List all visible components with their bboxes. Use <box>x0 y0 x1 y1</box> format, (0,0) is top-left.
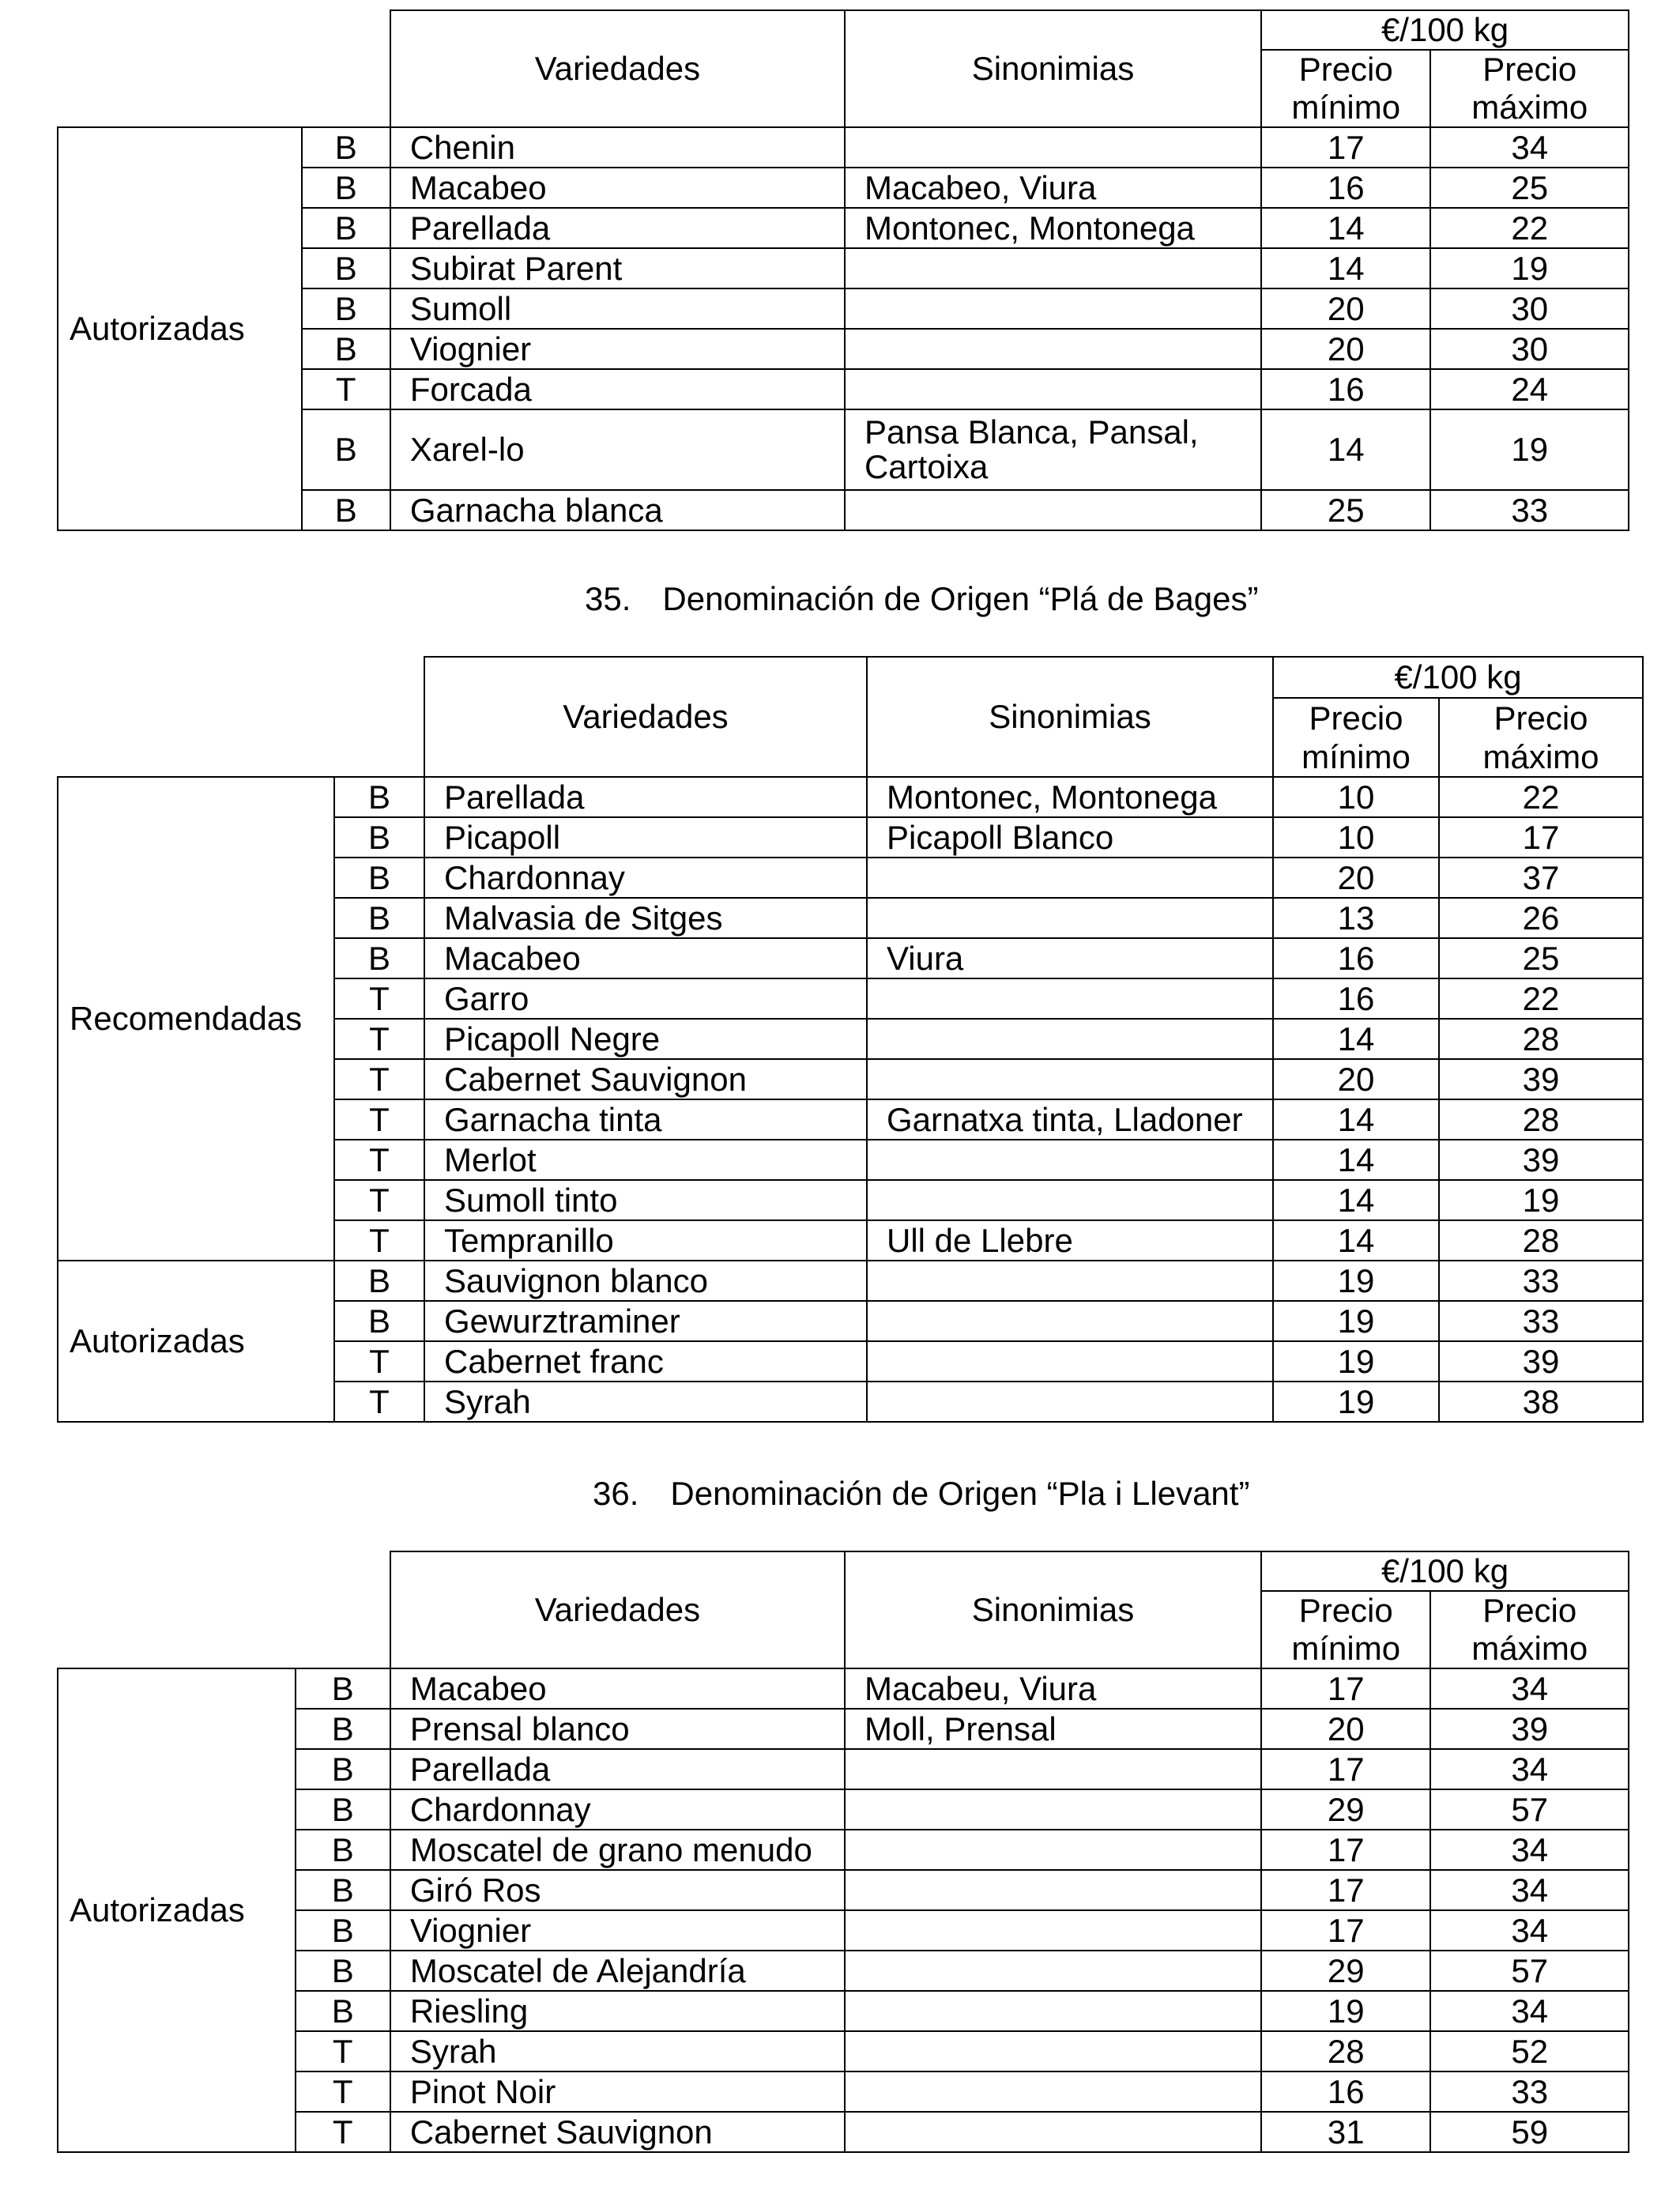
max-price-cell: 38 <box>1439 1382 1643 1422</box>
variety-cell: Picapoll <box>424 817 867 858</box>
min-price-cell: 20 <box>1261 288 1430 329</box>
color-cell: B <box>334 858 424 898</box>
synonyms-line: Moll, Prensal <box>864 1710 1057 1747</box>
color-cell: B <box>334 1261 424 1301</box>
header-blank <box>58 657 424 777</box>
header-max-price: Precio <box>1430 1591 1629 1630</box>
synonyms-line: Ull de Llebre <box>887 1221 1073 1259</box>
min-price-cell: 16 <box>1273 938 1439 978</box>
synonyms-cell <box>845 490 1261 530</box>
synonyms-line: Viura <box>887 939 964 977</box>
synonyms-cell <box>867 817 1273 858</box>
min-price-cell: 25 <box>1261 490 1430 530</box>
section-heading: Denominación de Origen “Pla i Llevant” <box>670 1475 1250 1512</box>
min-price-cell: 10 <box>1273 777 1439 817</box>
variety-cell: Chenin <box>390 127 845 168</box>
variety-cell: Parellada <box>424 777 867 817</box>
color-cell: T <box>334 1341 424 1382</box>
color-cell: B <box>296 1870 390 1910</box>
min-price-cell: 19 <box>1261 1991 1430 2031</box>
synonyms-cell <box>867 898 1273 938</box>
variety-cell: Moscatel de Alejandría <box>390 1951 845 1991</box>
synonyms-line: Macabeu, Viura <box>864 1669 1097 1707</box>
min-price-cell: 20 <box>1273 1059 1439 1099</box>
variety-cell: Parellada <box>390 1749 845 1789</box>
max-price-cell: 28 <box>1439 1099 1643 1140</box>
min-price-cell: 14 <box>1273 1180 1439 1220</box>
category-cell: Autorizadas <box>58 1261 334 1422</box>
synonyms-cell <box>845 2112 1261 2152</box>
color-cell: T <box>302 369 390 409</box>
table-body <box>58 127 1629 530</box>
color-cell: B <box>296 1749 390 1789</box>
max-price-cell: 33 <box>1439 1261 1643 1301</box>
color-cell: B <box>296 1668 390 1709</box>
min-price-cell: 20 <box>1273 858 1439 898</box>
max-price-cell: 34 <box>1430 1870 1629 1910</box>
color-cell: B <box>302 168 390 208</box>
synonyms-cell <box>845 208 1261 248</box>
synonyms-line: Cartoixa <box>864 448 989 485</box>
variety-cell: Picapoll Negre <box>424 1019 867 1059</box>
max-price-cell: 39 <box>1439 1341 1643 1382</box>
synonyms-cell <box>845 1910 1261 1951</box>
variety-cell: Moscatel de grano menudo <box>390 1830 845 1870</box>
synonyms-cell <box>845 127 1261 168</box>
color-cell: T <box>334 1180 424 1220</box>
variety-cell: Pinot Noir <box>390 2071 845 2112</box>
max-price-cell: 33 <box>1430 490 1629 530</box>
variety-cell: Viognier <box>390 1910 845 1951</box>
header-unit: €/100 kg <box>1261 1551 1629 1591</box>
variety-cell: Parellada <box>390 208 845 248</box>
color-cell: B <box>296 1709 390 1749</box>
max-price-cell: 33 <box>1430 2071 1629 2112</box>
max-price-cell: 37 <box>1439 858 1643 898</box>
variety-cell: Syrah <box>424 1382 867 1422</box>
color-cell: T <box>334 1382 424 1422</box>
min-price-cell: 19 <box>1273 1261 1439 1301</box>
variety-cell: Prensal blanco <box>390 1709 845 1749</box>
table-varieties-3 <box>57 1551 1629 2153</box>
synonyms-cell <box>867 1220 1273 1261</box>
header-varieties: Variedades <box>424 657 867 777</box>
header-min-price: Precio <box>1273 698 1439 737</box>
color-cell: B <box>302 490 390 530</box>
min-price-cell: 17 <box>1261 1910 1430 1951</box>
min-price-cell: 17 <box>1261 1870 1430 1910</box>
synonyms-cell <box>845 1749 1261 1789</box>
color-cell: B <box>296 1951 390 1991</box>
header-max-price: Precio <box>1430 50 1629 89</box>
synonyms-cell <box>845 1870 1261 1910</box>
synonyms-line: Montonec, Montonega <box>887 778 1217 816</box>
variety-cell: Chardonnay <box>424 858 867 898</box>
variety-cell: Merlot <box>424 1140 867 1180</box>
header-varieties: Variedades <box>390 10 845 127</box>
section-title-35 <box>585 579 1258 619</box>
variety-cell: Cabernet Sauvignon <box>424 1059 867 1099</box>
category-cell: Recomendadas <box>58 777 334 1261</box>
min-price-cell: 14 <box>1261 208 1430 248</box>
synonyms-line: Garnatxa tinta, Lladoner <box>887 1100 1243 1138</box>
color-cell: B <box>296 1991 390 2031</box>
synonyms-cell <box>867 1140 1273 1180</box>
synonyms-cell <box>867 938 1273 978</box>
header-synonyms: Sinonimias <box>845 1551 1261 1668</box>
header-max-price-sub: máximo <box>1439 737 1643 777</box>
header-blank <box>58 10 390 127</box>
synonyms-cell <box>845 2031 1261 2071</box>
variety-cell: Macabeo <box>424 938 867 978</box>
max-price-cell: 30 <box>1430 288 1629 329</box>
synonyms-cell <box>845 1789 1261 1830</box>
synonyms-cell <box>867 777 1273 817</box>
synonyms-cell <box>845 1951 1261 1991</box>
synonyms-line: Picapoll Blanco <box>887 818 1114 856</box>
variety-cell: Sauvignon blanco <box>424 1261 867 1301</box>
synonyms-cell <box>867 1099 1273 1140</box>
color-cell: B <box>334 898 424 938</box>
max-price-cell: 17 <box>1439 817 1643 858</box>
header-synonyms: Sinonimias <box>845 10 1261 127</box>
max-price-cell: 30 <box>1430 329 1629 369</box>
header-min-price: Precio <box>1261 1591 1430 1630</box>
variety-cell: Garro <box>424 978 867 1019</box>
synonyms-cell <box>845 248 1261 288</box>
variety-cell: Macabeo <box>390 1668 845 1709</box>
variety-cell: Forcada <box>390 369 845 409</box>
synonyms-line: Pansa Blanca, Pansal, <box>864 413 1199 450</box>
header-synonyms: Sinonimias <box>867 657 1273 777</box>
max-price-cell: 22 <box>1439 978 1643 1019</box>
synonyms-cell <box>845 1830 1261 1870</box>
color-cell: T <box>334 1059 424 1099</box>
header-blank <box>58 1551 390 1668</box>
min-price-cell: 14 <box>1273 1220 1439 1261</box>
max-price-cell: 52 <box>1430 2031 1629 2071</box>
min-price-cell: 28 <box>1261 2031 1430 2071</box>
color-cell: T <box>334 1140 424 1180</box>
min-price-cell: 16 <box>1261 2071 1430 2112</box>
max-price-cell: 34 <box>1430 1830 1629 1870</box>
synonyms-cell <box>845 288 1261 329</box>
header-max-price-sub: máximo <box>1430 1630 1629 1668</box>
color-cell: T <box>334 978 424 1019</box>
category-cell: Autorizadas <box>58 127 302 530</box>
variety-cell: Macabeo <box>390 168 845 208</box>
category-cell: Autorizadas <box>58 1668 296 2152</box>
synonyms-cell <box>845 168 1261 208</box>
min-price-cell: 20 <box>1261 329 1430 369</box>
color-cell: B <box>334 777 424 817</box>
max-price-cell: 19 <box>1439 1180 1643 1220</box>
header-min-price-sub: mínimo <box>1273 737 1439 777</box>
header-min-price-sub: mínimo <box>1261 89 1430 127</box>
max-price-cell: 34 <box>1430 1749 1629 1789</box>
color-cell: B <box>334 1301 424 1341</box>
min-price-cell: 10 <box>1273 817 1439 858</box>
max-price-cell: 22 <box>1430 208 1629 248</box>
color-cell: T <box>334 1220 424 1261</box>
max-price-cell: 39 <box>1439 1059 1643 1099</box>
header-min-price: Precio <box>1261 50 1430 89</box>
synonyms-cell <box>867 1261 1273 1301</box>
header-max-price: Precio <box>1439 698 1643 737</box>
header-varieties: Variedades <box>390 1551 845 1668</box>
variety-cell: Giró Ros <box>390 1870 845 1910</box>
variety-cell: Sumoll tinto <box>424 1180 867 1220</box>
variety-cell: Syrah <box>390 2031 845 2071</box>
variety-cell: Chardonnay <box>390 1789 845 1830</box>
color-cell: B <box>334 938 424 978</box>
variety-cell: Xarel-lo <box>390 409 845 490</box>
min-price-cell: 17 <box>1261 127 1430 168</box>
max-price-cell: 25 <box>1430 168 1629 208</box>
max-price-cell: 19 <box>1430 248 1629 288</box>
max-price-cell: 26 <box>1439 898 1643 938</box>
min-price-cell: 19 <box>1273 1382 1439 1422</box>
max-price-cell: 34 <box>1430 127 1629 168</box>
synonyms-cell <box>845 1991 1261 2031</box>
min-price-cell: 16 <box>1261 369 1430 409</box>
color-cell: B <box>296 1830 390 1870</box>
synonyms-cell <box>867 1301 1273 1341</box>
table-row <box>58 1668 1629 1709</box>
color-cell: T <box>334 1099 424 1140</box>
section-number: 36. <box>593 1475 639 1512</box>
max-price-cell: 34 <box>1430 1910 1629 1951</box>
variety-cell: Malvasia de Sitges <box>424 898 867 938</box>
max-price-cell: 39 <box>1439 1140 1643 1180</box>
variety-cell: Garnacha blanca <box>390 490 845 530</box>
synonyms-cell <box>867 858 1273 898</box>
max-price-cell: 34 <box>1430 1991 1629 2031</box>
color-cell: B <box>302 127 390 168</box>
max-price-cell: 25 <box>1439 938 1643 978</box>
min-price-cell: 29 <box>1261 1789 1430 1830</box>
max-price-cell: 59 <box>1430 2112 1629 2152</box>
synonyms-cell <box>845 1668 1261 1709</box>
color-cell: B <box>334 817 424 858</box>
synonyms-cell <box>867 1059 1273 1099</box>
max-price-cell: 57 <box>1430 1951 1629 1991</box>
synonyms-line: Montonec, Montonega <box>864 209 1195 247</box>
header-unit: €/100 kg <box>1273 657 1643 698</box>
min-price-cell: 14 <box>1261 409 1430 490</box>
color-cell: B <box>302 409 390 490</box>
synonyms-line: Macabeo, Viura <box>864 168 1097 206</box>
min-price-cell: 19 <box>1273 1301 1439 1341</box>
min-price-cell: 31 <box>1261 2112 1430 2152</box>
header-min-price-sub: mínimo <box>1261 1630 1430 1668</box>
table-body <box>58 777 1643 1422</box>
max-price-cell: 28 <box>1439 1220 1643 1261</box>
header-unit: €/100 kg <box>1261 10 1629 50</box>
max-price-cell: 28 <box>1439 1019 1643 1059</box>
synonyms-cell <box>867 1382 1273 1422</box>
section-heading: Denominación de Origen “Plá de Bages” <box>662 580 1259 617</box>
synonyms-cell <box>867 978 1273 1019</box>
table-row <box>58 777 1643 817</box>
synonyms-cell <box>845 409 1261 490</box>
color-cell: B <box>302 329 390 369</box>
header-max-price-sub: máximo <box>1430 89 1629 127</box>
variety-cell: Garnacha tinta <box>424 1099 867 1140</box>
table-row <box>58 127 1629 168</box>
synonyms-cell <box>867 1341 1273 1382</box>
color-cell: T <box>334 1019 424 1059</box>
min-price-cell: 14 <box>1273 1099 1439 1140</box>
color-cell: B <box>302 208 390 248</box>
variety-cell: Subirat Parent <box>390 248 845 288</box>
variety-cell: Viognier <box>390 329 845 369</box>
max-price-cell: 57 <box>1430 1789 1629 1830</box>
min-price-cell: 17 <box>1261 1830 1430 1870</box>
color-cell: B <box>302 288 390 329</box>
table-row <box>58 1261 1643 1301</box>
color-cell: B <box>302 248 390 288</box>
min-price-cell: 17 <box>1261 1668 1430 1709</box>
table-body <box>58 1668 1629 2152</box>
min-price-cell: 16 <box>1261 168 1430 208</box>
table-varieties-1 <box>57 9 1629 531</box>
variety-cell: Tempranillo <box>424 1220 867 1261</box>
max-price-cell: 39 <box>1430 1709 1629 1749</box>
section-number: 35. <box>585 580 631 617</box>
max-price-cell: 33 <box>1439 1301 1643 1341</box>
synonyms-cell <box>867 1180 1273 1220</box>
min-price-cell: 16 <box>1273 978 1439 1019</box>
synonyms-cell <box>845 329 1261 369</box>
color-cell: B <box>296 1789 390 1830</box>
max-price-cell: 24 <box>1430 369 1629 409</box>
color-cell: T <box>296 2031 390 2071</box>
max-price-cell: 34 <box>1430 1668 1629 1709</box>
table-varieties-2 <box>57 656 1644 1423</box>
min-price-cell: 19 <box>1273 1341 1439 1382</box>
min-price-cell: 20 <box>1261 1709 1430 1749</box>
synonyms-cell <box>845 369 1261 409</box>
min-price-cell: 14 <box>1261 248 1430 288</box>
min-price-cell: 14 <box>1273 1140 1439 1180</box>
variety-cell: Cabernet Sauvignon <box>390 2112 845 2152</box>
min-price-cell: 17 <box>1261 1749 1430 1789</box>
variety-cell: Gewurztraminer <box>424 1301 867 1341</box>
min-price-cell: 29 <box>1261 1951 1430 1991</box>
min-price-cell: 14 <box>1273 1019 1439 1059</box>
min-price-cell: 13 <box>1273 898 1439 938</box>
max-price-cell: 22 <box>1439 777 1643 817</box>
synonyms-cell <box>867 1019 1273 1059</box>
section-title-36 <box>593 1474 1249 1514</box>
max-price-cell: 19 <box>1430 409 1629 490</box>
synonyms-cell <box>845 1709 1261 1749</box>
variety-cell: Sumoll <box>390 288 845 329</box>
variety-cell: Cabernet franc <box>424 1341 867 1382</box>
synonyms-cell <box>845 2071 1261 2112</box>
color-cell: B <box>296 1910 390 1951</box>
variety-cell: Riesling <box>390 1991 845 2031</box>
color-cell: T <box>296 2071 390 2112</box>
color-cell: T <box>296 2112 390 2152</box>
